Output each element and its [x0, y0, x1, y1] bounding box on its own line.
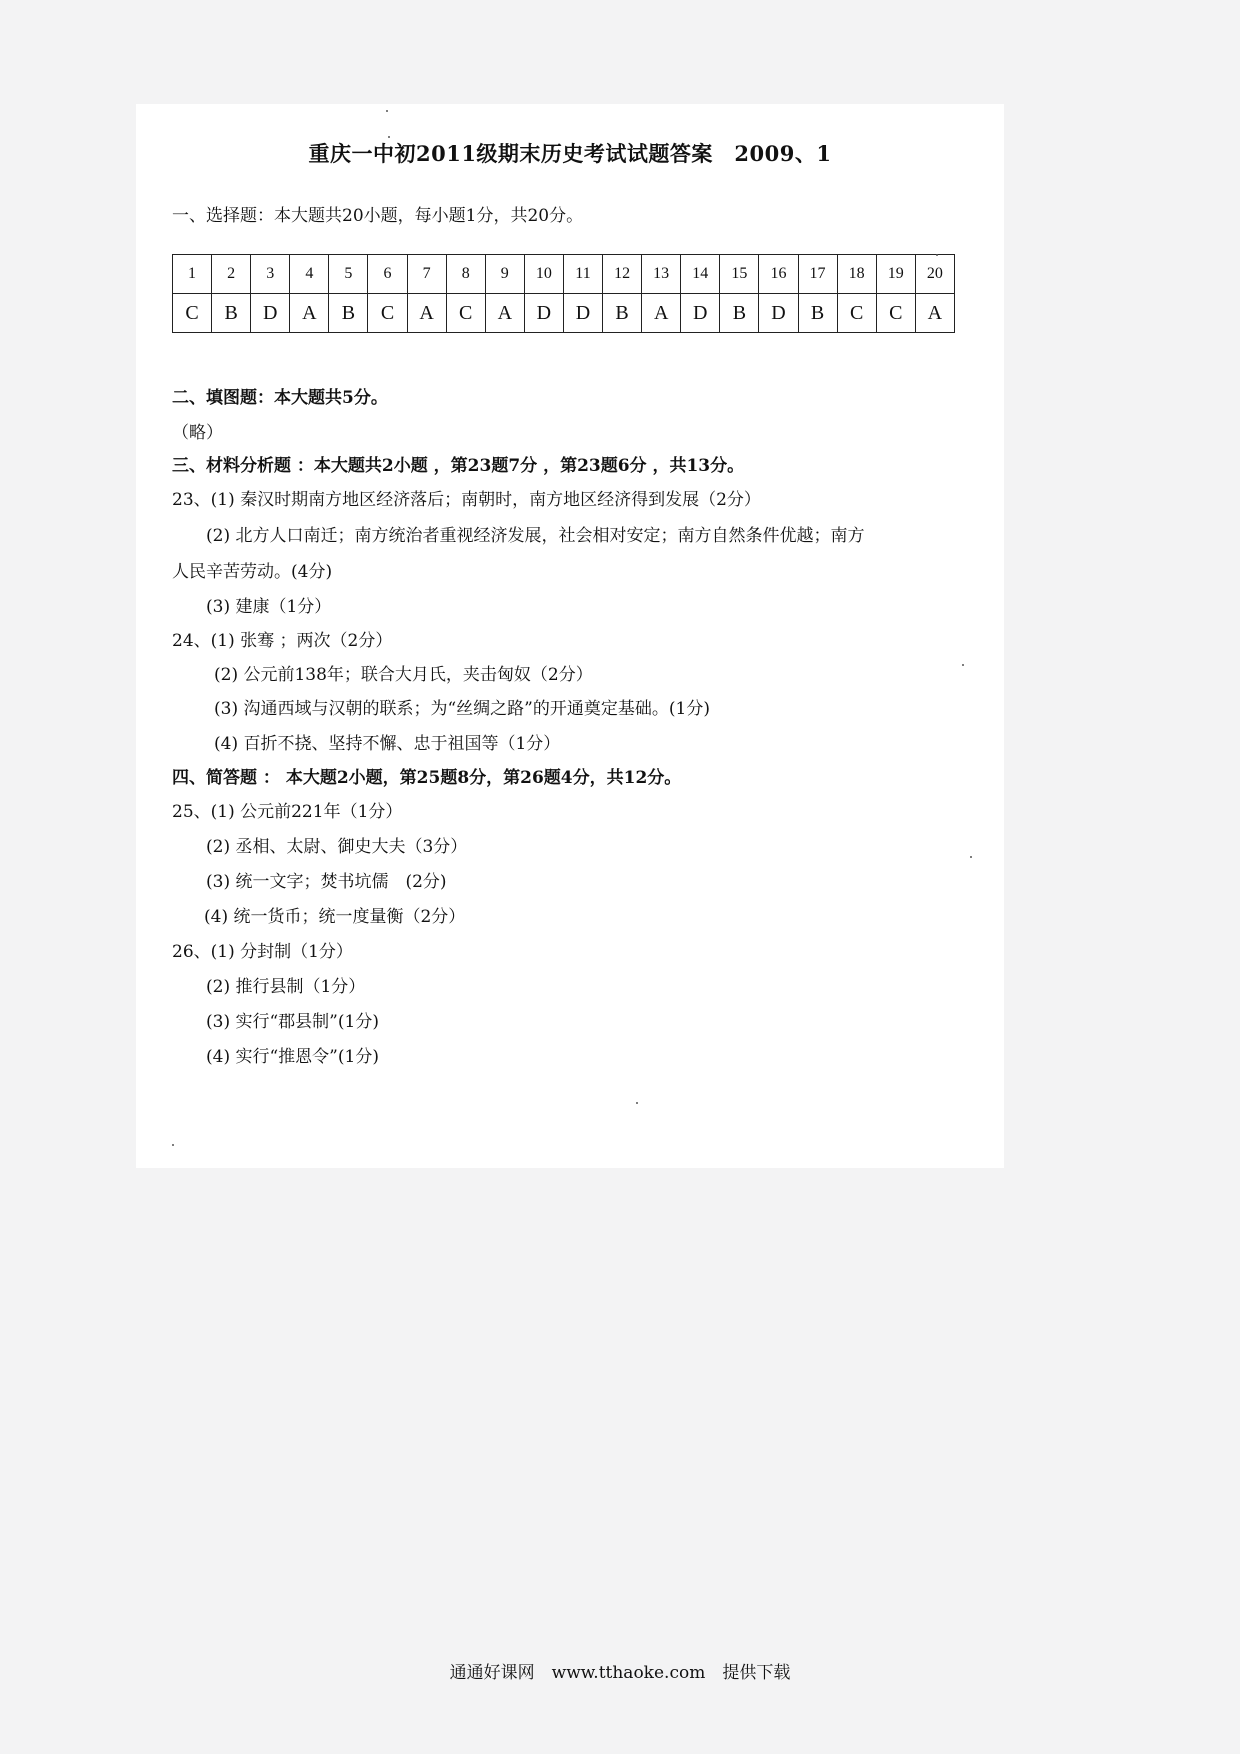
answer-letter: B [720, 294, 759, 333]
answer-key-table [172, 254, 955, 333]
answer-23-2-line2: 人民辛苦劳动。(4分) [172, 562, 333, 582]
download-credit-footer: 通通好课网 www.tthaoke.com 提供下载 [449, 1663, 791, 1683]
scan-speck [636, 1102, 638, 1104]
answer-26-4: (4) 实行“推恩令”(1分) [206, 1047, 379, 1067]
answer-25-3: (3) 统一文字；焚书坑儒 (2分) [206, 872, 447, 892]
question-number: 12 [603, 255, 642, 294]
section2-heading: 二、填图题：本大题共5分。 [172, 388, 388, 408]
question-number: 10 [524, 255, 563, 294]
question-number: 7 [407, 255, 446, 294]
scan-speck [386, 110, 388, 112]
question-number: 6 [368, 255, 407, 294]
scan-speck [970, 856, 972, 858]
question-number: 11 [563, 255, 602, 294]
scanned-answer-sheet [136, 104, 1004, 1168]
answer-24-2: (2) 公元前138年；联合大月氏，夹击匈奴（2分） [214, 665, 593, 685]
answer-letter: A [485, 294, 524, 333]
answer-26-2: (2) 推行县制（1分） [206, 977, 366, 997]
answer-letter: D [681, 294, 720, 333]
answer-letter: B [603, 294, 642, 333]
question-number: 3 [251, 255, 290, 294]
question-number-row [173, 255, 955, 294]
question-number: 19 [876, 255, 915, 294]
question-number: 15 [720, 255, 759, 294]
answer-letter: C [368, 294, 407, 333]
scan-speck [962, 664, 964, 666]
answer-letter: D [524, 294, 563, 333]
answer-23-3: (3) 建康（1分） [206, 597, 332, 617]
answer-letter: C [173, 294, 212, 333]
answer-letter: A [290, 294, 329, 333]
question-number: 2 [212, 255, 251, 294]
question-number: 5 [329, 255, 368, 294]
answer-25-2: (2) 丞相、太尉、御史大夫（3分） [206, 837, 468, 857]
answer-letter: B [329, 294, 368, 333]
answer-letter: B [798, 294, 837, 333]
scan-speck [388, 136, 390, 138]
question-number: 1 [173, 255, 212, 294]
answer-26-1: 26、(1) 分封制（1分） [172, 942, 353, 962]
section3-heading: 三、材料分析题 ：本大题共2小题 ，第23题7分 ，第23题6分 ，共13分。 [172, 456, 745, 476]
question-number: 16 [759, 255, 798, 294]
answer-letter: C [837, 294, 876, 333]
question-number: 9 [485, 255, 524, 294]
question-number: 4 [290, 255, 329, 294]
answer-letter: A [407, 294, 446, 333]
answer-25-4: (4) 统一货币；统一度量衡（2分） [204, 907, 466, 927]
answer-letter: B [212, 294, 251, 333]
scan-speck [172, 1144, 174, 1146]
question-number: 17 [798, 255, 837, 294]
answer-row [173, 294, 955, 333]
question-number: 18 [837, 255, 876, 294]
page-title: 重庆一中初2011级期末历史考试试题答案 2009、1 [308, 141, 832, 166]
question-number: 13 [642, 255, 681, 294]
answer-letter: C [876, 294, 915, 333]
answer-23-1: 23、(1) 秦汉时期南方地区经济落后；南朝时，南方地区经济得到发展（2分） [172, 490, 761, 510]
answer-letter: A [642, 294, 681, 333]
section2-note: （略） [172, 423, 223, 443]
question-number: 8 [446, 255, 485, 294]
answer-25-1: 25、(1) 公元前221年（1分） [172, 802, 403, 822]
answer-letter: D [251, 294, 290, 333]
answer-letter: A [915, 294, 954, 333]
section4-heading: 四、简答题 ： 本大题2小题，第25题8分，第26题4分，共12分。 [172, 768, 682, 788]
answer-24-3: (3) 沟通西域与汉朝的联系；为“丝绸之路”的开通奠定基础。(1分) [214, 699, 710, 719]
section1-heading: 一、选择题：本大题共20小题，每小题1分，共20分。 [172, 206, 584, 226]
scan-speck [936, 254, 938, 256]
answer-letter: C [446, 294, 485, 333]
answer-24-4: (4) 百折不挠、坚持不懈、忠于祖国等（1分） [214, 734, 561, 754]
answer-26-3: (3) 实行“郡县制”(1分) [206, 1012, 379, 1032]
answer-letter: D [563, 294, 602, 333]
question-number: 14 [681, 255, 720, 294]
answer-23-2-line1: (2) 北方人口南迁；南方统治者重视经济发展，社会相对安定；南方自然条件优越；南方 [206, 526, 865, 546]
answer-24-1: 24、(1) 张骞 ；两次（2分） [172, 631, 393, 651]
question-number: 20 [915, 255, 954, 294]
answer-letter: D [759, 294, 798, 333]
